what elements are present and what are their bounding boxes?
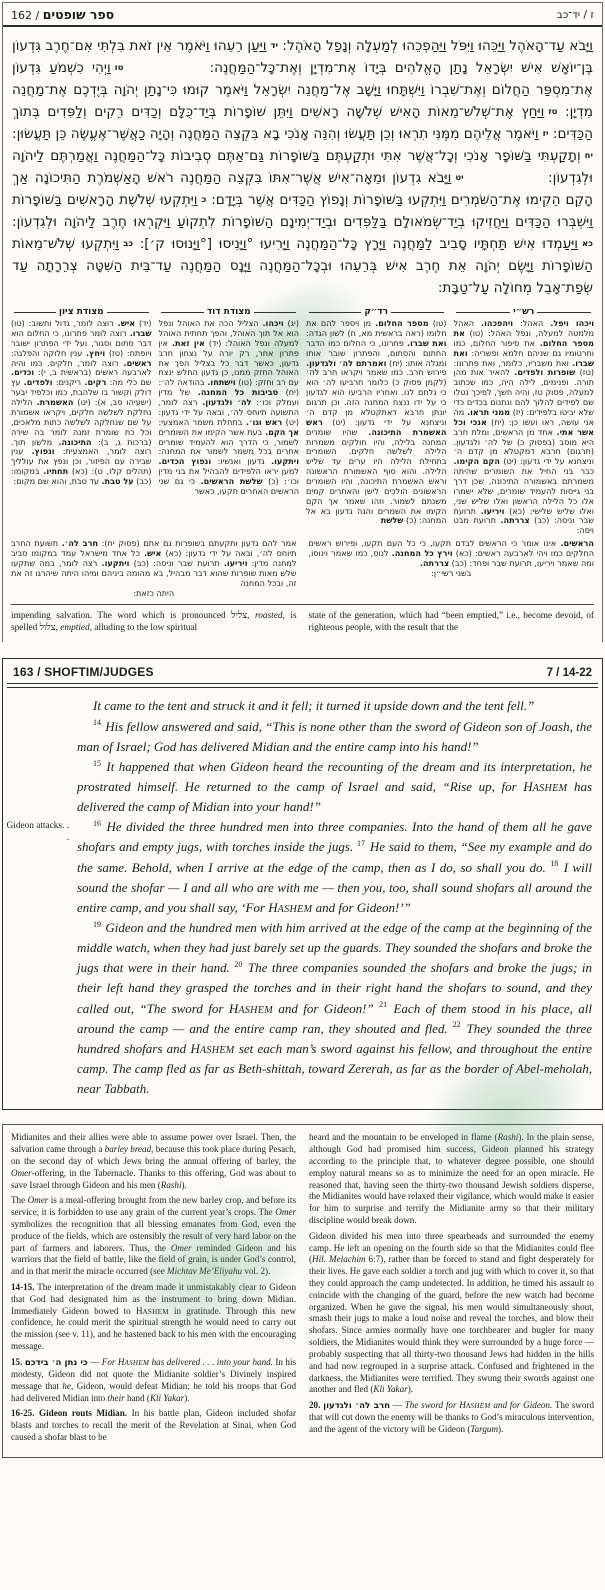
commentary-continuation	[3, 536, 602, 602]
verse-text: וַיָּבֹא עַד־הָאֹהֶל וַיַּכֵּהוּ וַיִּפֹּל וַיַּהַפְכֵהוּ לְמַעְלָה וְנָפַל הָאֹהֶל:	[277, 38, 593, 54]
verse-text: וַיִּתְקְעוּ שְׁלֹשֶׁת הָרָאשִׁים בַּשּׁוֹפָרוֹת וַיִּשְׁבְּרוּ הַכַּדִּים וַיַּחֲזִיקוּ בְיַד־שְׂמֹאולָם בַּלַּפִּדִים וּבְיַד־יְמִינָם הַשּׁוֹפָרוֹת לִתְקוֹעַ וַיִּקְרְאוּ חֶרֶב לַיהֹוָה וּלְגִדְעוֹן:	[12, 192, 593, 231]
verse-text: וַיִּתְקְעוּ שְׁלֹשׁ־מֵאוֹת הַשּׁוֹפָרוֹת וַיָּשֶׂם יְהֹוָה אֵת חֶרֶב אִישׁ בְּרֵעֵהוּ וּבְכָל־הַמַּחֲנֶה וַיָּנָס הַמַּחֲנֶה עַד־בֵּית הַשִּׁטָּה צְרֵרָתָה עַד שְׂפַת־אָבֵל מְחוֹלָה עַל־טַבָּת:	[12, 236, 593, 297]
translation-paragraph: It came to the tent and struck it and it fell; it turned it upside down and the tent fell.”	[93, 698, 535, 714]
commentary-column-text: ויכהו ויפל. האהל: ויהפכהו. האהל מלמטה למעלה, ונפל האהל: (טו) את מספר החלום. את סיפור החלום, כמו וחרטומיו גם שניהם חלמא ופשריה: ואת שברו. ואת משבריו, כלומר, ואת פתרונו: (טז) שופרות ולפדים. להאיר אות מהן תורה. ופנימים, לילה היה, כמו שכתוב למעלה, פסוק טז, והיה חשך, לפיכך נטלו שם לפידים להלוך להם ונתנום בכדים כדי שלא יביטו בלפידים: (יז) ממני תראו. מה אני עושה, ראו ועשו כן: (יח) אנכי וכל אשר אתי. אחד מן הראשים, ומלת חרב היא מוסב (בפסוק כ) של לה׳ ולגדעון. (תרגום) חרבא דמקטלא מן קדם ה׳ וניצחנא על ידי גדעון: (יט) הקם הקימו. כבר בני החיל את השומרים שהיתה משמרתם באשמורה התיכונה, שכן דרך בני גייסות להעמיד שומרים, שלא ישמרו אלו כל הלילה הראשון ואלו שליש שני, ואלו שליש שלישי: (כא) ויריעו. תרועת שבר וניסה: (כב) צררתה. תרועת מבט ויסה:	[453, 318, 595, 536]
translation-paragraph-row	[3, 696, 592, 716]
verse-letter: יח	[584, 151, 593, 162]
hebrew-page-header	[3, 3, 602, 27]
carryover-left-column: impending salvation. The word which is pronounced צליל, roasted, is spelled צלול, emptied, alluding to the low spiritual	[11, 611, 297, 634]
commentary-wide-block: אמר להם גדעון ותקעתם בשופרות גם אתם (פסוק יח): חרב לה׳. תשועת החרב תיוחס לה׳, ובאה על ידי גדעון: (כא) איש. כל אחד מישראל עמד במקומו סביב למחנה מדין: ויריעו. תרועת שבר וניסה: (כב) ויתקעו. רצה לומר, במה שתקעו שלש מאות שופרות שהוא דבר מבהיל, בא מהומה ביניהם ומיהו היתה שיהרגו זה את זה, ובכל המחנה היתה כזאת:	[11, 538, 297, 599]
margin-note: Gideon attacks. . .	[6, 821, 69, 843]
commentary-column-text: (יג) ויכהו. הצליל הכה את האוהל ונפל הוא אל תוך האוהל, והפך תחתית האוהל למעלה ונפל האוהל: (יד) אין זאת. אין פתרון אחר, רק יורה על נצחון חרב גדעון, כאשר דבר כל בצליל הפך את האוהל החזק ממנו, כן גדעון החלש ינצח עם רב וחזק: (טו) וישתחו. בהודאה לה׳: (יח) סביבות כל המחנה. של מדין ועמלק וכו׳: לה׳ ולגדעון. רצה לומר, התשועה תיוחס לה׳, ובאה על ידי גדעון: (יט) ראש וגו׳. בתחלת משמר האמצעי: אך הקם. בעת אשר הקימו את השומרים לשמור, כי הדרך הוא להעמיד שומרים אחרים בכל משמר לשמור את המחנה: ויתקעו. גדעון ואנשיו: ונפוץ הכדים. למען יראו הלפידים להבהיל את בני מדין וכו׳: (כ) שלשת הראשים. כי גם שני הראשים האחרים תקעו, כאשר	[158, 318, 300, 496]
commentary-title	[306, 307, 447, 317]
commentary-paragraph: heard and the mountain to be enveloped in flame (Rashi). In the plain sense, although God had promised him success, Gideon planned his strategy according to the principle that, to whatever degree possible, one should employ natural means so as to minimize the need for an open miracle. He reasoned that, having seen the thirty-two thousand Jewish soldiers disperse, the Midianites would have relaxed their vigilance, which would make it easier for him to surprise and terrify the Midianite army so that their military discipline would break down.	[309, 1132, 594, 1225]
commentary-title-text: מצודת דוד	[206, 307, 251, 318]
verse-text: וַיְהִי כִשְׁמֹעַ גִּדְעוֹן אֶת־מִסְפַּר הַחֲלוֹם וְאֶת־שִׁבְרוֹ וַיִּשְׁתָּחוּ וַיָּשָׁב אֶל־מַחֲנֵה יִשְׂרָאֵל וַיֹּאמֶר קוּמוּ כִּי־נָתַן יְהֹוָה בְּיֶדְכֶם אֶת־מַחֲנֵה מִדְיָן:	[12, 60, 593, 121]
commentary-paragraph: Gideon divided his men into three spearheads and surrounded the enemy camp. He left an opening on the fourth side so that the Midianites could flee (Hil. Melachim 6:7), rather than be forced to stand and fight desperately for their lives. He gave each soldier a torch and jug with which to cover it, so that they could approach the camp undetected. In addition, he timed his assault to coincide with the changing of the guard, before the new watch had become organized. When he gave the signal, his men would simultaneously shout, smash their jugs to make a loud noise and reveal the torches, and blow their shofars. Since armies normally have one torchbearer and bugler for many soldiers, the Midianites would think they were surrounded by a huge force — probably suspecting that all thirty-two thousand Jews had hidden in the hills and had now regrouped in a surprise attack. Confused and frightened in the darkness, the Midianites were terrified. They swung their swords against one another and fled (Kli Yakar).	[309, 1230, 594, 1395]
verse-range: 7 / 14-22	[546, 667, 592, 680]
translation-paragraph-row	[3, 757, 592, 817]
carryover-right-column: state of the generation, which had “been emptied,” i.e., become devoid, of righteous people, with the result that the	[308, 611, 594, 634]
verse-letter: יט	[455, 173, 464, 184]
commentary-title-text: רד״ק	[364, 307, 389, 318]
translation-paragraph: $^{19}$ Gideon and the hundred men with him arrived at the edge of the camp at the beginning of the middle watch, when they had just barely set up the guards. They sounded the shofars and broke the jugs that were in their hand. $^{20}$ The three companies sounded the shofars and broke the jugs; in their left hand they grasped the torches and in their right hand the shofars to sound, and they called out, “The sword for HASHEM and for Gideon!” $^{21}$ Each of them stood in his place, all around the camp — and the entire camp ran, they shouted and fled. $^{22}$ They sounded the three hundred shofars and HASHEM set each man’s sword against his fellow, and throughout the entire camp. The camp fled as far as Beth-shittah, toward Zererah, as far as the border of Abel-meholah, near Tabbath.	[77, 919, 593, 1097]
english-carryover	[3, 605, 602, 642]
verse-letter: יד	[270, 41, 278, 51]
verse-letter: כא	[581, 239, 593, 250]
commentary-end-line: היתה כזאת:	[133, 588, 175, 599]
page-number-and-book-title: 162 / ספר שופטים	[11, 7, 115, 22]
commentary-title	[159, 307, 300, 317]
verse-text: וַיַּעַמְדוּ אִישׁ תַּחְתָּיו סָבִיב לַמַּחֲנֶה וַיָּרָץ כָּל־הַמַּחֲנֶה וַיָּרִיעוּ °וַיָּנִיסוּ [°וַיָּנוּסוּ ק׳]:	[133, 236, 578, 253]
commentary-paragraph: Midianites and their allies were able to assume power over Israel. Then, the salvation came through a barley bread, because this took place during Pesach, on the second day of which Jews bring the annual offering of barley, the Omer-offering, in the Tabernacle. Thanks to this offering, God was about to save Israel through Gideon and his men (Rashi).	[11, 1132, 296, 1190]
translation-body	[3, 688, 602, 1109]
translation-section	[2, 658, 603, 1110]
translation-paragraph: $^{15}$ It happened that when Gideon heard the recounting of the dream and its interpretation, he prostrated himself. He returned to the camp of Israel and said, “Rise up, for HASHEM has delivered the camp of Midian into your hand!”	[77, 758, 593, 815]
verse-text: וַיַּחַץ אֶת־שְׁלֹשׁ־מֵאוֹת הָאִישׁ שְׁלֹשָׁה רָאשִׁים וַיִּתֵּן שׁוֹפָרוֹת בְּיַד־כֻּלָּם וְכַדִּים רֵקִים וְלַפִּדִים בְּתוֹךְ הַכַּדִּים:	[12, 104, 594, 143]
commentary-paragraph: 16-25. Gideon routs Midian. In his battle plan, Gideon included shofar blasts and torches to recall the merit of the Revelation at Sinai, when God caused a shofar blast to be	[11, 1408, 296, 1443]
verse-letter: טו	[114, 63, 124, 74]
commentary-column-text: (טו) מספר החלום. מן ויספר להם את חלומו (ראה בראשית מא, ח) לשון הגדה: ואת שברו. פתרונו, כי החלום כמו הדבר החתום והסתום, והפתרון שובר אותו ומגלה אותו: (יח) ואמרתם לה׳ ולגדעון. פירוש חרב. כמו שאמר ויקראו חרב לה׳ (לקמן פסוק כ) כלומר חרביעו לה׳ הוא כי נלחם לנו. ואחריו הרביעו הוא לגדעון כי על ידו ננצח המחנה הזה. וכן תרגום יונתן חרבא דאתקטלא מן קדם ה׳ וניצחנא על ידי גדעון: (יט) ראש האשמרת התיכונה. שהיו שומרים המחנה בלילה, והיו חולקים משמרות הלילה לשלשה חלקים. השומרים בתחילת הלילה היו ערים עד שליש הלילה. והוא סוף האשמורת הראשונה וראש האשמרת התיכונה, והיו השומרים הראשונים הולכים לישן והאחרים קמים משנתם לשמור. וזהו שאמר אך הקם הקימו את השמרים והנה גדעון בא אל המחנה: (כ) שלשת	[306, 318, 447, 526]
commentary-title	[11, 307, 152, 317]
english-commentary-right	[309, 1132, 594, 1448]
verse-letter: כ	[201, 195, 207, 206]
verse-text: וַיָּבֹא גִדְעוֹן וּמֵאָה־אִישׁ אֲשֶׁר־אִתּוֹ בִּקְצֵה הַמַּחֲנֶה רֹאשׁ הָאַשְׁמֹרֶת הַתִּיכוֹנָה אַךְ הָקֵם הֵקִימוּ אֶת־הַשֹּׁמְרִים וַיִּתְקְעוּ בַּשּׁוֹפָרוֹת וְנָפוֹץ הַכַּדִּים אֲשֶׁר בְּיָדָם:	[12, 170, 593, 209]
english-commentary-left	[11, 1132, 296, 1448]
bible-text-block	[3, 27, 602, 305]
commentary-columns	[3, 318, 602, 536]
verse-text: וְתָקַעְתִּי בַּשּׁוֹפָר אָנֹכִי וְכָל־אֲשֶׁר אִתִּי וּתְקַעְתֶּם בַּשּׁוֹפָרוֹת גַּם־אַתֶּם סְבִיבוֹת כָּל־הַמַּחֲנֶה וַאֲמַרְתֶּם לַיהֹוָה וּלְגִדְעוֹן:	[12, 148, 593, 187]
commentary-wide-block: הראשים. אינו אומר כי הראשים לבדם תקעו, כי כל העם תקעו, ופירוש ראשים החלקים כמו ויהי לארבעה ראשים: (כא) וירץ כל המחנה. לנוס, כמו שאמר וינוסו, ומה שאמר ויריעו, תרועת שבר ופחד: (כב) צררתה. בשני רשי״ן:	[308, 538, 594, 579]
translation-paragraph: $^{16}$ He divided the three hundred men into three companies. Into the hand of them all he gave shofars and empty jugs, with torches inside the jugs. $^{17}$ He said to them, “See my example and do the same. Behold, when I arrive at the edge of the camp, then as I do, so shall you do. $^{18}$ I will sound the shofar — I and all who are with me — then you, too, shall sound shofars all around the entire camp, and you shall say, ‘For HASHEM and for Gideon!’”	[77, 818, 592, 915]
verse-letter: טז	[548, 107, 558, 118]
commentary-column-text: (יד) איש. רוצה לומר, גדול וחשוב: (טו) שברו. רוצה לומר פתרונו, כי החלום הוא דבר סתום וסגור, ועל ידי הפתרון ישובר ויופתח: (טז) ויחץ. ענין חלוקה והפלגה: ראשים. רוצה לומר, חלקים. כמו והיה לארבעה ראשים (בראשית ב, י): וכדים. שם כלי מה: רקים. ריקנים: ולפדים. עץ דולק וקשור בו שלהבת, כמו וכלפיד יבער (ישעיהו סב, א): (יט) האשמרת. הלילה נחלקת לשלשה חלקים, ויקראו אשמורת על שם שנחלקה לשלשה כתות מלאכים, וכל כת שומרת זמנה לומר בה שירה (ברכות ג, ב): התיכונה. מלשון תוך. רוצה לומר, האמצעית: ונפוץ. ענין שבירה עם הפיזור, וכן ונפץ את עולליך (תהלים קלז, ט): (כא) תחתיו. במקומו: (כב) על טבת. עד טבת, והוא שם מקום:	[11, 318, 152, 486]
verse-text: וַיַּעַן רֵעֵהוּ וַיֹּאמֶר אֵין זֹאת בִּלְתִּי אִם־חֶרֶב גִּדְעוֹן בֶּן־יוֹאָשׁ אִישׁ יִשְׂרָאֵל נָתַן הָאֱלֹהִים בְּיָדוֹ אֶת־מִדְיָן וְאֶת־כָּל־הַמַּחֲנֶה:	[12, 38, 593, 77]
verse-text: וַיֹּאמֶר אֲלֵיהֶם מִמֶּנִּי תִרְאוּ וְכֵן תַּעֲשׂוּ וְהִנֵּה אָנֹכִי בָא בִּקְצֵה הַמַּחֲנֶה וְהָיָה כַאֲשֶׁר־אֶעֱשֶׂה כֵּן תַּעֲשׂוּן:	[12, 126, 539, 143]
margin-note	[3, 696, 77, 716]
english-page-ref: 163 / SHOFTIM/JUDGES	[13, 665, 154, 680]
commentary-title-text: רש״י	[513, 307, 535, 318]
verse-letter: כב	[123, 239, 134, 250]
commentary-paragraph: 15. כי נתן ה׳ בידכם — For HASHEM has delivered . . . into your hand. In his modesty, Gideon did not quote the Midianite soldier’s Divinely inspired message that he, Gideon, would defeat Midian; he told his troops that God had delivered Midian into their hand (Kli Yakar).	[11, 1356, 297, 1403]
commentary-title-text: מצודת ציון	[58, 307, 104, 318]
translation-paragraph: $^{14}$ His fellow answered and said, “This is none other than the sword of Gideon son of Joash, the man of Israel; God has delivered Midian and the entire camp into his hand!”	[77, 718, 592, 754]
commentary-paragraph: 20. חרב לה׳ ולגדעון — The sword for HASHEM and for Gideon. The sword that will cut down the enemy will be thanks to God’s miraculous intervention, and the agent of the victory will be Gideon (Targum).	[309, 1400, 595, 1435]
chapter-verse-ref-hebrew: ז / יד־כב	[556, 8, 594, 21]
translation-paragraph-row	[3, 717, 592, 757]
english-commentary-section	[2, 1124, 603, 1458]
verse-letter: יז	[542, 129, 549, 140]
translation-paragraph-row	[3, 817, 592, 918]
margin-note	[3, 918, 77, 1099]
translation-header	[3, 659, 602, 683]
translation-paragraph-row	[3, 918, 592, 1099]
commentary-headers	[3, 305, 602, 318]
commentary-paragraph: 14-15. The interpretation of the dream made it unmistakably clear to Gideon that God had designated him as the instrument to bring down Midian. Immediately Gideon bowed to HASHEM in gratitude. Through this new confidence, he could merit the spiritual strength he would need to carry out the mission (see v. 11), and he hastened back to his men with the encouraging message.	[11, 1282, 297, 1352]
hebrew-section	[2, 2, 603, 642]
commentary-end-line: בשני רשי״ן:	[431, 568, 472, 579]
margin-note	[3, 717, 77, 757]
margin-note	[3, 757, 77, 817]
commentary-title	[454, 307, 595, 317]
commentary-paragraph: The Omer is a meal-offering brought from the new barley crop, and before its service, it is forbidden to use any grain of the current year’s crops. The Omer symbolizes the recognition that all blessing emanates from God, even the produce of the fields, which are ostensibly the result of very hard labor on the part of farmers and laborers. Thus, the Omer reminded Gideon and his warriors that the field of battle, like the field of grain, is under God’s control, and in that merit the miracle occurred (see Michtav Me’Eliyahu vol. 2).	[11, 1195, 296, 1277]
